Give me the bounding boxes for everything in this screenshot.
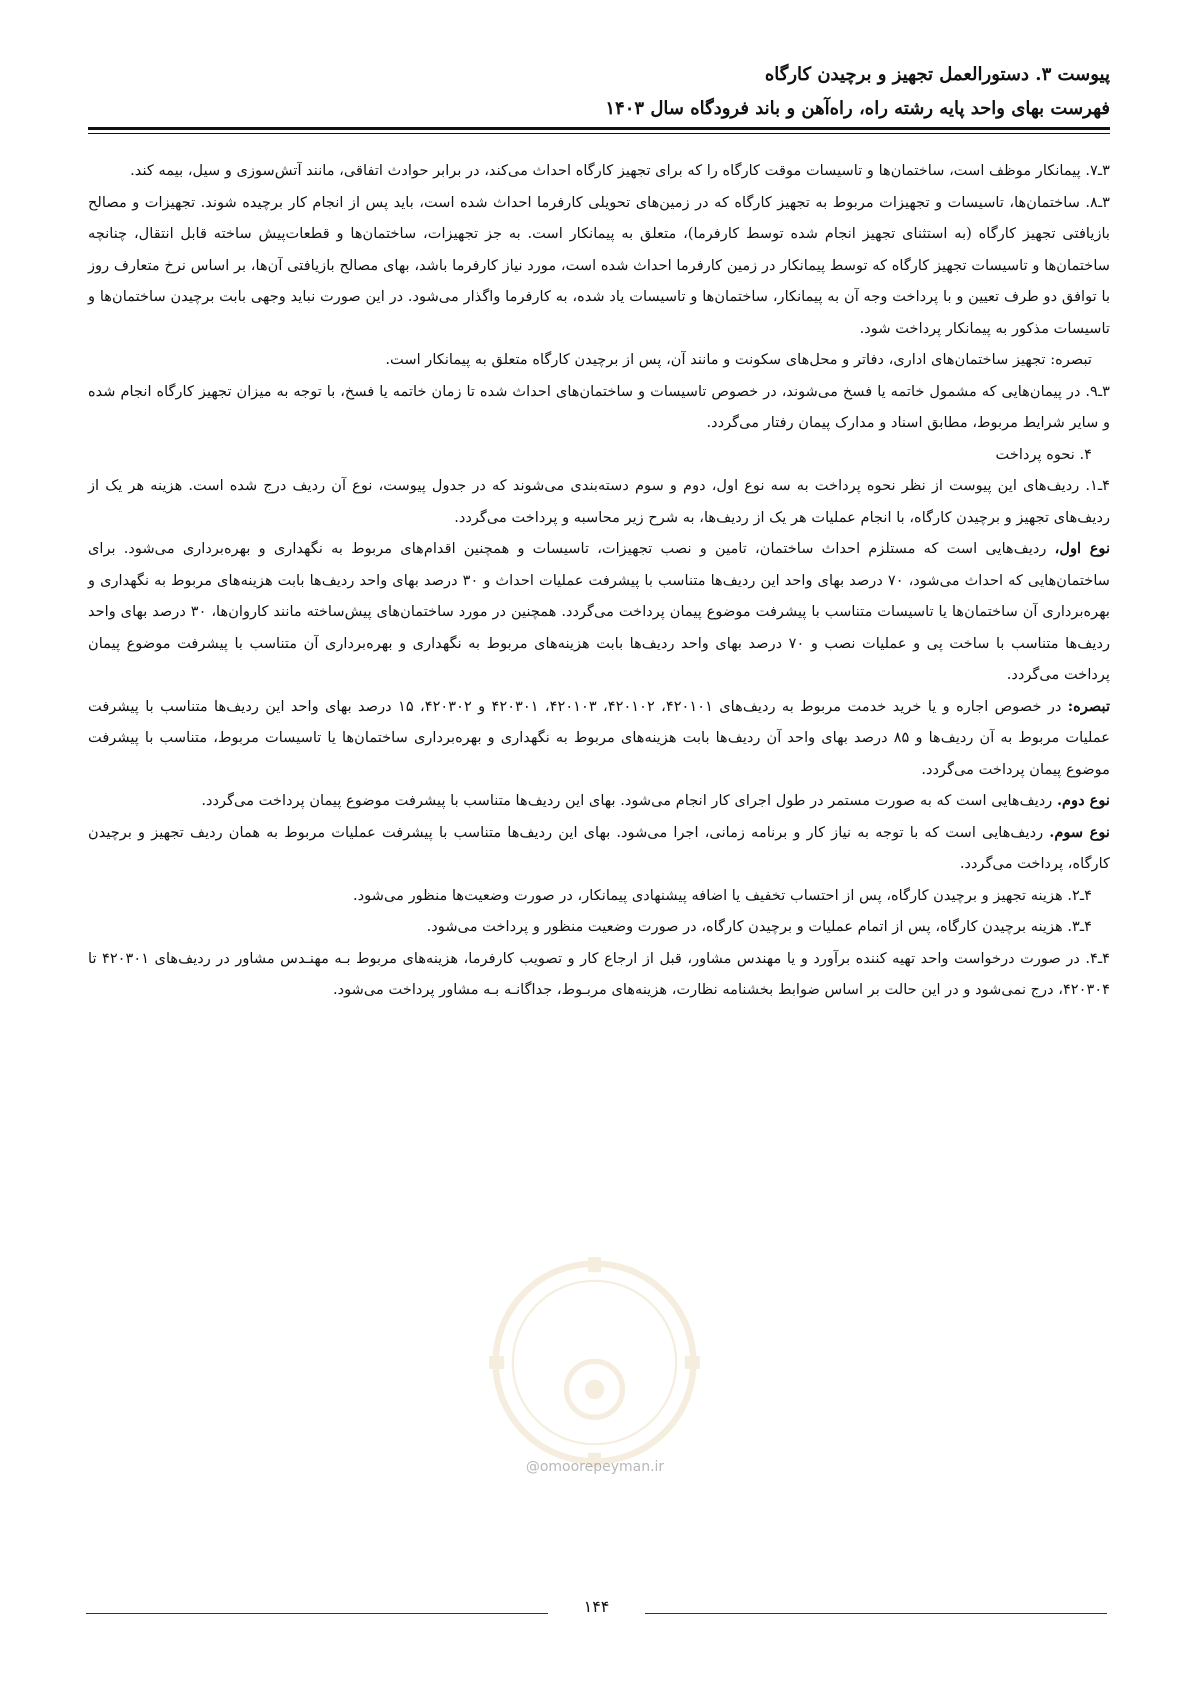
type-one-text: ردیف‌هایی است که مستلزم احداث ساختمان، تامین و نصب تجهیزات، تاسیسات و همچنین اقدام‌های مربوط به نگهداری و بهره‌برداری می‌شود. برای ساختمان‌هایی که احداث می‌شود، ۷۰ درصد بهای واحد این ردیف‌ها متناسب با پیشرفت عملیات احداث و ۳۰ درصد بهای واحد ردیف‌ها بابت هزینه‌های مربوط به نگهداری و بهره‌برداری آن ساختمان‌ها یا تاسیسات متناسب با پیشرفت موضوع پیمان پرداخت می‌گردد. همچنین در مورد ساختمان‌های پیش‌ساخته مانند کاروان‌ها، ۳۰ درصد بهای واحد ردیف‌ها متناسب با ساخت پی و عملیات نصب و ۷۰ درصد بهای واحد ردیف‌ها بابت هزینه‌های مربوط به نگهداری و بهره‌برداری آن متناسب با پیشرفت موضوع پیمان پرداخت می‌گردد. <box>88 540 1110 683</box>
footer-rule-right <box>645 1613 1107 1614</box>
paragraph-3-9: ۳ـ۹. در پیمان‌هایی که مشمول خاتمه یا فسخ می‌شوند، در خصوص تاسیسات و ساختمان‌های احداث شده تا زمان خاتمه یا فسخ، با توجه به میزان تجهیز کارگاه انجام شده و سایر شرایط مربوط، مطابق اسناد و مدارک پیمان رفتار می‌گردد. <box>88 382 1110 431</box>
note-paragraph: تبصره: تجهیز ساختمان‌های اداری، دفاتر و محل‌های سکونت و مانند آن، پس از برچیدن کارگاه متعلق به پیمانکار است. <box>385 351 1092 368</box>
section-heading-payment: ۴. نحوه پرداخت <box>995 445 1092 463</box>
paragraph-4-4: ۴ـ۴. در صورت درخواست واحد تهیه کننده برآورد و یا مهندس مشاور، قبل از ارجاع کار و تصویب کارفرما، هزینه‌های مربوط بـه مهنـدس مشاور در ردیف‌های ۴۲۰۳۰۱ تا ۴۲۰۳۰۴، درج نمی‌شود و در این حالت بر اساس ضوابط بخشنامه نظارت، هزینه‌های مربـوط، جداگانـه بـه مشاور پرداخت می‌شود. <box>88 949 1110 998</box>
type-two-label: نوع دوم. <box>1056 792 1110 809</box>
document-body <box>88 155 1110 1006</box>
watermark-handle: @omoorepeyman.ir <box>525 1459 665 1475</box>
header-title: پیوست ۳. دستورالعمل تجهیز و برچیدن کارگاه <box>764 64 1110 85</box>
paragraph-type-three <box>88 817 1110 880</box>
type-three-label: نوع سوم. <box>1049 823 1110 841</box>
type-three-text: ردیف‌هایی است که با توجه به نیاز کار و برنامه زمانی، اجرا می‌شود. بهای این ردیف‌ها متناسب با پیشرفت عملیات مربوط به همان ردیف تجهیز و برچیدن کارگاه، پرداخت می‌گردد. <box>88 823 1110 872</box>
paragraph-3-7: ۳ـ۷. پیمانکار موظف است، ساختمان‌ها و تاسیسات موقت کارگاه را که برای تجهیز کارگاه احداث می‌کند، در برابر حوادث اتفاقی، مانند آتش‌سوزی و سیل، بیمه کند. <box>130 162 1110 179</box>
header-rule-thin <box>88 133 1110 134</box>
paragraph-4-1: ۴ـ۱. ردیف‌های این پیوست از نظر نحوه پرداخت به سه نوع اول، دوم و سوم دسته‌بندی می‌شوند که در جدول پیوست، نوع آن ردیف درج شده است. هزینه هر یک از ردیف‌های تجهیز و برچیدن کارگاه، با انجام عملیات هر یک از ردیف‌ها، به شرح زیر محاسبه و پرداخت می‌گردد. <box>88 477 1110 526</box>
note-label: تبصره: <box>1067 697 1111 715</box>
watermark-logo <box>487 1255 702 1470</box>
paragraph-note-rental <box>88 691 1110 786</box>
paragraph-4-2: ۴ـ۲. هزینه تجهیز و برچیدن کارگاه، پس از احتساب تخفیف یا اضافه پیشنهادی پیمانکار، در صورت وضعیت‌ها منظور می‌شود. <box>353 886 1092 904</box>
paragraph-type-two <box>88 785 1110 817</box>
page-header <box>88 58 1110 126</box>
header-subtitle: فهرست بهای واحد پایه رشته راه، راه‌آهن و باند فرودگاه سال ۱۴۰۳ <box>605 98 1110 119</box>
paragraph-type-one <box>88 533 1110 691</box>
type-two-text: ردیف‌هایی است که به صورت مستمر در طول اجرای کار انجام می‌شود. بهای این ردیف‌ها متناسب با پیشرفت موضوع پیمان پرداخت می‌گردد. <box>201 792 1057 809</box>
footer-rule-left <box>86 1613 548 1614</box>
paragraph-3-8: ۳ـ۸. ساختمان‌ها، تاسیسات و تجهیزات مربوط به تجهیز کارگاه که در زمین‌های تحویلی کارفرما احداث شده است، باید پس از انجام کار برچیده شوند. تجهیزات و مصالح بازیافتی تجهیز کارگاه (به استثنای تجهیز انجام شده توسط کارفرما)، متعلق به پیمانکار است. به جز تجهیزات، ساختمان‌ها و قطعات‌پیش ساخته قابل انتقال، چنانچه ساختمان‌ها و تاسیسات تجهیز کارگاه که توسط پیمانکار در زمین کارفرما احداث شده است، مورد نیاز کارفرما باشد، بهای مصالح بازیافتی آن‌ها، بر اساس نرخ متعارف روز با توافق دو طرف تعیین و با پرداخت وجه آن به پیمانکار، ساختمان‌ها و تاسیسات یاد شده، به کارفرما واگذار می‌شود. در این صورت نباید وجهی بابت برچیدن ساختمان‌ها و تاسیسات مذکور به پیمانکار پرداخت شود. <box>88 193 1110 337</box>
type-one-label: نوع اول، <box>1054 540 1111 557</box>
note-rental-text: در خصوص اجاره و یا خرید خدمت مربوط به ردیف‌های ۴۲۰۱۰۱، ۴۲۰۱۰۲، ۴۲۰۱۰۳، ۴۲۰۳۰۱ و ۴۲۰۳۰۲، ۱۵ درصد بهای واحد این ردیف‌ها متناسب با پیشرفت عملیات مربوط به آن ردیف‌ها و ۸۵ درصد بهای واحد آن ردیف‌ها بابت هزینه‌های مربوط به نگهداری و بهره‌برداری ساختمان‌ها یا تاسیسات مربوط، متناسب با پیشرفت موضوع پیمان پرداخت می‌گردد. <box>88 697 1110 778</box>
header-rule-thick <box>88 127 1110 130</box>
paragraph-4-3: ۴ـ۳. هزینه برچیدن کارگاه، پس از اتمام عملیات و برچیدن کارگاه، در صورت وضعیت منظور و پرداخت می‌شود. <box>426 918 1092 935</box>
page-number: ۱۴۴ <box>583 1597 610 1616</box>
